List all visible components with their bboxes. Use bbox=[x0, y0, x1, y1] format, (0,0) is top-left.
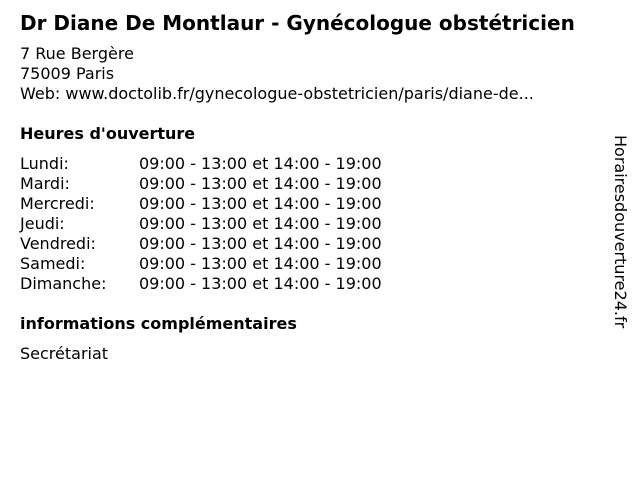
page-title: Dr Diane De Montlaur - Gynécologue obstétricien bbox=[20, 11, 575, 35]
site-watermark: Horairesdouverture24.fr bbox=[611, 135, 630, 329]
hours-row-dimanche bbox=[20, 274, 382, 294]
time-range: 09:00 - 13:00 et 14:00 - 19:00 bbox=[139, 274, 382, 293]
day-label: Lundi: bbox=[20, 154, 69, 173]
hours-row-mercredi bbox=[20, 194, 382, 214]
time-range: 09:00 - 13:00 et 14:00 - 19:00 bbox=[139, 214, 382, 233]
day-label: Dimanche: bbox=[20, 274, 107, 293]
time-range: 09:00 - 13:00 et 14:00 - 19:00 bbox=[139, 254, 382, 273]
time-range: 09:00 - 13:00 et 14:00 - 19:00 bbox=[139, 154, 382, 173]
day-label: Vendredi: bbox=[20, 234, 96, 253]
day-label: Mardi: bbox=[20, 174, 70, 193]
city-postcode: 75009 Paris bbox=[20, 64, 115, 83]
opening-hours-table bbox=[20, 154, 382, 294]
hours-row-jeudi bbox=[20, 214, 382, 234]
hours-row-samedi bbox=[20, 254, 382, 274]
hours-row-mardi bbox=[20, 174, 382, 194]
time-range: 09:00 - 13:00 et 14:00 - 19:00 bbox=[139, 194, 382, 213]
day-label: Mercredi: bbox=[20, 194, 95, 213]
additional-info-heading: informations complémentaires bbox=[20, 314, 297, 333]
time-range: 09:00 - 13:00 et 14:00 - 19:00 bbox=[139, 174, 382, 193]
day-label: Samedi: bbox=[20, 254, 86, 273]
street-address: 7 Rue Bergère bbox=[20, 44, 134, 63]
website-link[interactable]: Web: www.doctolib.fr/gynecologue-obstetricien/paris/diane-de... bbox=[20, 84, 534, 103]
time-range: 09:00 - 13:00 et 14:00 - 19:00 bbox=[139, 234, 382, 253]
day-label: Jeudi: bbox=[20, 214, 65, 233]
opening-hours-heading: Heures d'ouverture bbox=[20, 124, 196, 143]
hours-row-lundi bbox=[20, 154, 382, 174]
address-block bbox=[20, 44, 534, 104]
additional-info-text: Secrétariat bbox=[20, 344, 109, 363]
hours-row-vendredi bbox=[20, 234, 382, 254]
